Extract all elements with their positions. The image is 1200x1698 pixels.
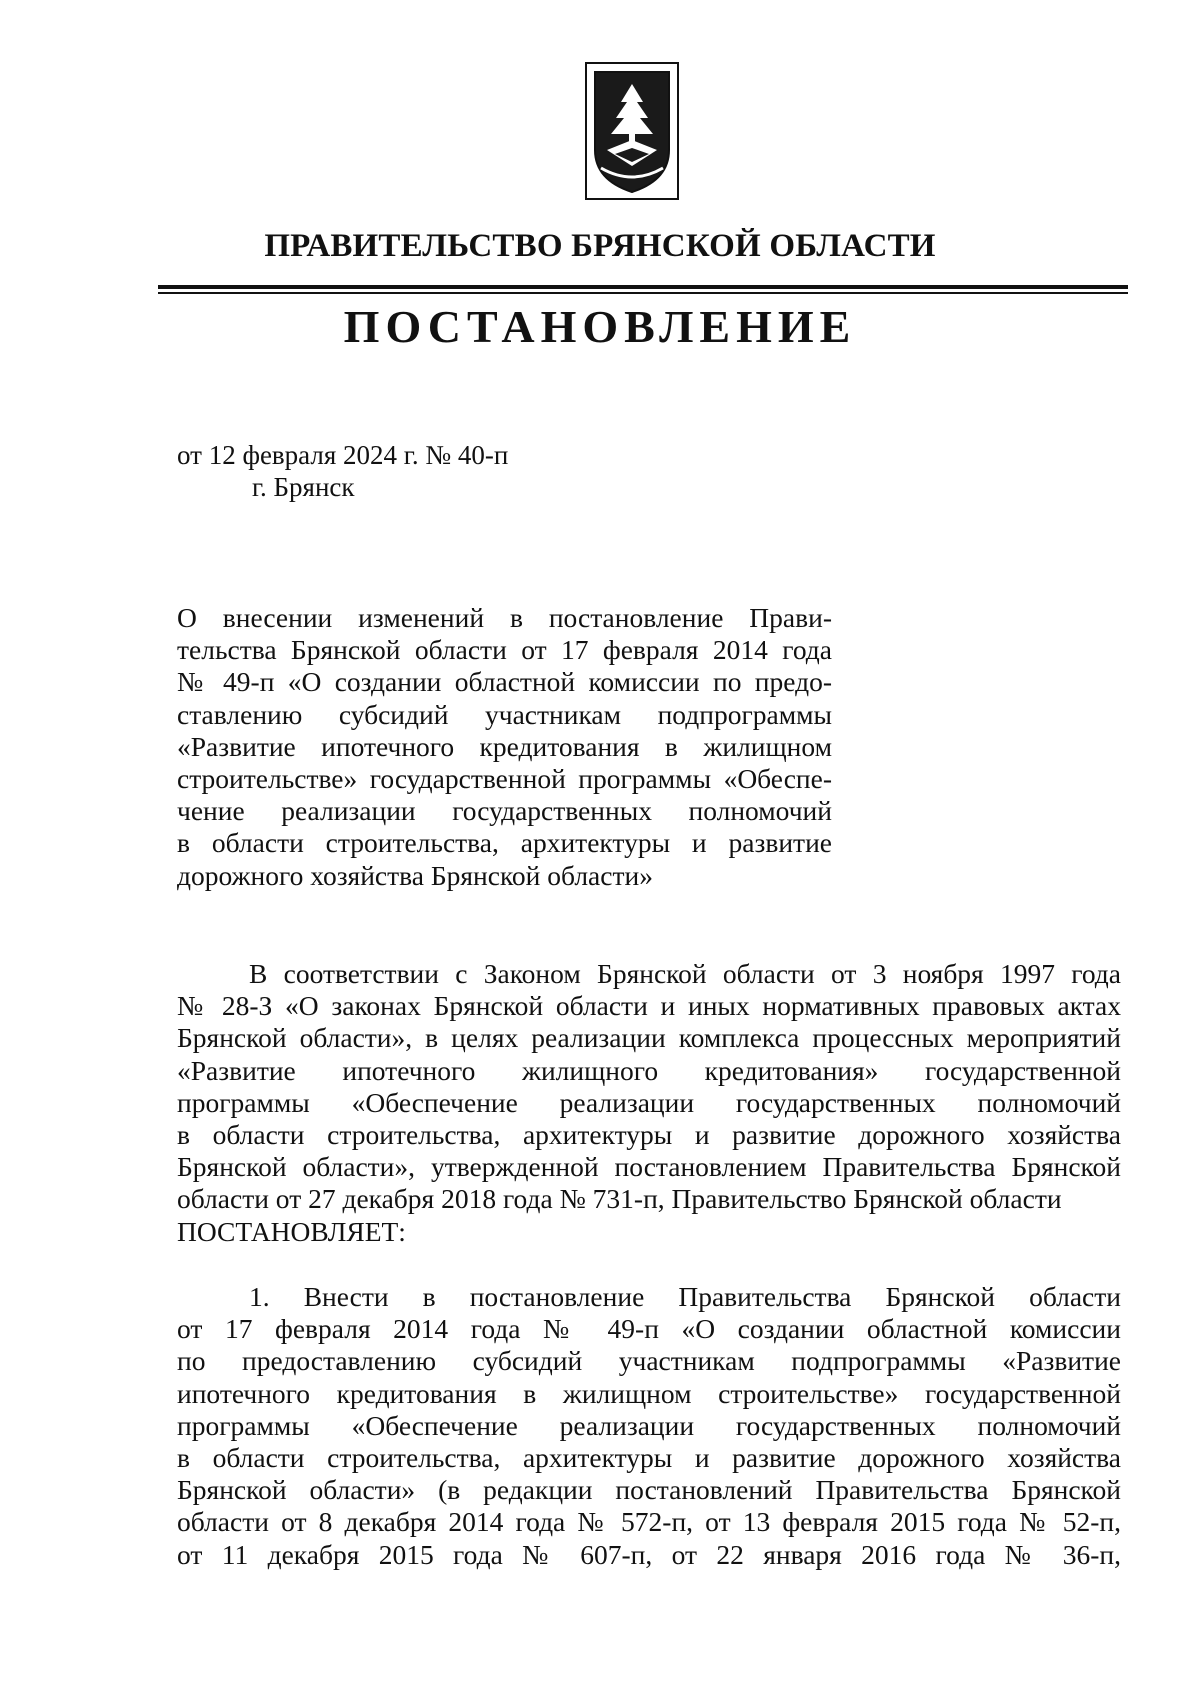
body-line: программы «Обеспечение реализации государственных полномочий bbox=[177, 1086, 1121, 1118]
body-line: от 11 декабря 2015 года № 607-п, от 22 января 2016 года № 36-п, bbox=[177, 1538, 1121, 1570]
body-line: ипотечного кредитования в жилищном строительстве» государственной bbox=[177, 1377, 1121, 1409]
title-line: дорожного хозяйства Брянской области» bbox=[177, 859, 653, 891]
item-1-paragraph bbox=[177, 1281, 1121, 1571]
body-line: 1. Внести в постановление Правительства Брянской области bbox=[249, 1281, 1121, 1312]
body-line: в области строительства, архитектуры и развитие дорожного хозяйства bbox=[177, 1442, 1121, 1474]
title-line: в области строительства, архитектуры и развитие bbox=[177, 827, 832, 859]
body-line: Брянской области», утвержденной постановлением Правительства Брянской bbox=[177, 1151, 1121, 1183]
body-line: программы «Обеспечение реализации государственных полномочий bbox=[177, 1409, 1121, 1441]
header-rule-thin bbox=[158, 292, 1128, 294]
title-line: «Развитие ипотечного кредитования в жилищном bbox=[177, 730, 832, 762]
title-line: строительстве» государственной программы «Обеспе- bbox=[177, 763, 832, 795]
title-line: тельства Брянской области от 17 февраля 2014 года bbox=[177, 634, 832, 666]
organization-name: ПРАВИТЕЛЬСТВО БРЯНСКОЙ ОБЛАСТИ bbox=[264, 228, 936, 264]
title-line: № 49-п «О создании областной комиссии по предо- bbox=[177, 666, 832, 698]
body-line: «Развитие ипотечного жилищного кредитования» государственной bbox=[177, 1054, 1121, 1086]
title-line: ставлению субсидий участникам подпрограммы bbox=[177, 698, 832, 730]
document-subject-title bbox=[177, 602, 832, 892]
coat-of-arms-emblem bbox=[585, 62, 679, 200]
document-city: г. Брянск bbox=[252, 472, 355, 502]
document-date-number: от 12 февраля 2024 г. № 40-п bbox=[177, 440, 509, 470]
body-line: от 17 февраля 2014 года № 49-п «О создании областной комиссии bbox=[177, 1313, 1121, 1345]
body-line: Брянской области» (в редакции постановлений Правительства Брянской bbox=[177, 1474, 1121, 1506]
body-line: Брянской области», в целях реализации комплекса процессных мероприятий bbox=[177, 1022, 1121, 1054]
body-line: области от 27 декабря 2018 года № 731-п, Правительство Брянской области bbox=[177, 1183, 1062, 1215]
body-line: в области строительства, архитектуры и развитие дорожного хозяйства bbox=[177, 1119, 1121, 1151]
resolves-keyword: ПОСТАНОВЛЯЕТ: bbox=[177, 1215, 406, 1247]
body-line: В соответствии с Законом Брянской области от 3 ноября 1997 года bbox=[249, 958, 1121, 989]
header-rule-thick bbox=[158, 285, 1128, 289]
document-type-title: ПОСТАНОВЛЕНИЕ bbox=[343, 301, 857, 352]
title-line: О внесении изменений в постановление Прави- bbox=[177, 602, 832, 633]
preamble-paragraph bbox=[177, 958, 1121, 1248]
body-line: по предоставлению субсидий участникам подпрограммы «Развитие bbox=[177, 1345, 1121, 1377]
body-line: области от 8 декабря 2014 года № 572-п, от 13 февраля 2015 года № 52-п, bbox=[177, 1506, 1121, 1538]
title-line: чение реализации государственных полномочий bbox=[177, 795, 832, 827]
body-line: № 28-З «О законах Брянской области и иных нормативных правовых актах bbox=[177, 990, 1121, 1022]
